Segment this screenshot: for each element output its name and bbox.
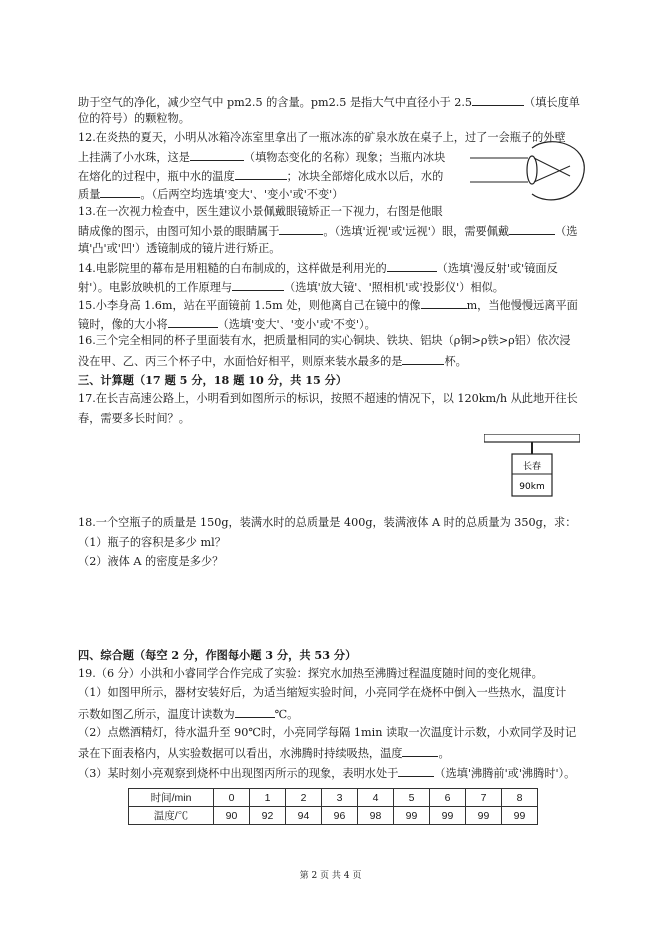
text-segment: （选填'放大镜'、'照相机'或'投影仪'）相似。 xyxy=(284,281,504,294)
text-segment: m，当他慢慢远离平面 xyxy=(466,299,578,312)
road-sign-diagram xyxy=(484,434,580,500)
text-segment: （选填'漫反射'或'镜面反 xyxy=(436,262,558,275)
temperature-table xyxy=(128,788,538,825)
text-segment: （2）点燃酒精灯，待水温升至 90℃时，小亮同学每隔 1min 读取一次温度计示数，小欢同学及时记 xyxy=(78,726,577,739)
eye-diagram xyxy=(470,140,588,202)
text-segment: （填长度单 xyxy=(524,96,580,109)
table-cell: 5 xyxy=(394,789,430,807)
text-line xyxy=(78,536,226,550)
text-segment: 16.三个完全相同的杯子里面装有水，把质量相同的实心铜块、铁块、铝块（ρ铜>ρ铁>ρ铝）依次浸 xyxy=(78,334,571,347)
text-line xyxy=(78,648,356,662)
answer-blank[interactable] xyxy=(421,297,467,309)
text-line xyxy=(78,94,580,110)
text-line xyxy=(78,353,467,369)
text-segment: 示数如图乙所示，温度计读数为 xyxy=(78,708,235,721)
text-line xyxy=(78,516,576,530)
text-segment: 录在下面表格内，从实验数据可以看出，水沸腾时持续吸热，温度 xyxy=(78,747,403,760)
eye-lens xyxy=(527,156,537,184)
text-segment: 没在甲、乙、丙三个杯子中，水面恰好相平，则原来装水最多的是 xyxy=(78,355,403,368)
text-segment: 春，需要多长时间？。 xyxy=(78,412,190,425)
text-segment: 助于空气的净化，减少空气中 pm2.5 的含量。pm2.5 是指大气中直径小于 2.5 xyxy=(78,96,473,109)
table-cell: 7 xyxy=(466,789,502,807)
table-cell: 0 xyxy=(214,789,250,807)
refracted-ray-bottom xyxy=(534,166,570,182)
table-cell: 99 xyxy=(394,807,430,825)
answer-blank[interactable] xyxy=(387,260,437,272)
table-cell: 98 xyxy=(358,807,394,825)
text-line xyxy=(78,223,577,239)
answer-blank[interactable] xyxy=(402,745,438,757)
text-segment: 12.在炎热的夏天，小明从冰箱冷冻室里拿出了一瓶冰冻的矿泉水放在桌子上，过了一会瓶子的外壁 xyxy=(78,131,566,144)
refracted-ray-top xyxy=(534,158,570,176)
text-segment: （填物态变化的名称）现象；当瓶内冰块 xyxy=(243,151,446,164)
text-line xyxy=(78,686,566,700)
text-line xyxy=(78,316,376,332)
text-line xyxy=(78,706,298,722)
text-segment: 在熔化的过程中，瓶中水的温度 xyxy=(78,170,235,183)
text-line xyxy=(78,112,190,126)
sign-city: 长春 xyxy=(522,462,542,472)
table-cell: 3 xyxy=(322,789,358,807)
table-cell: 92 xyxy=(250,807,286,825)
text-line xyxy=(78,373,347,387)
text-segment: （1）瓶子的容积是多少 ml？ xyxy=(78,536,226,549)
text-segment: 镜时，像的大小将 xyxy=(78,318,168,331)
table-cell: 96 xyxy=(322,807,358,825)
table-header-time: 时间/min xyxy=(129,789,214,807)
text-line xyxy=(78,334,571,348)
text-segment: 。 xyxy=(438,747,450,760)
text-segment: 。（后两空均选填'变大'、'变小'或'不变'） xyxy=(140,188,344,201)
text-line xyxy=(78,260,558,276)
text-segment: 15.小李身高 1.6m，站在平面镜前 1.5m 处，则他离自己在镜中的像 xyxy=(78,299,421,312)
answer-blank[interactable] xyxy=(402,353,444,365)
text-line xyxy=(78,168,443,184)
text-segment: 杯。 xyxy=(444,355,467,368)
text-segment: 三、计算题（17 题 5 分，18 题 10 分，共 15 分） xyxy=(78,373,348,387)
text-line xyxy=(78,392,578,406)
table-row-temperature xyxy=(129,807,538,825)
text-line xyxy=(78,667,543,681)
text-segment: 19.（6 分）小洪和小睿同学合作完成了实验：探究水加热至沸腾过程温度随时间的变化规律。 xyxy=(78,667,543,680)
text-segment: 位的符号）的颗粒物。 xyxy=(78,112,190,125)
table-cell: 2 xyxy=(286,789,322,807)
text-segment: （选填'变大'、'变小'或'不变'）。 xyxy=(217,318,376,331)
text-segment: 。（选填'近视'或'远视'）眼，需要佩戴 xyxy=(323,225,510,238)
text-line xyxy=(78,242,281,256)
answer-blank[interactable] xyxy=(398,765,434,777)
text-segment: 13.在一次视力检查中，医生建议小景佩戴眼镜矫正一下视力，右图是他眼 xyxy=(78,205,443,218)
text-segment: （选 xyxy=(555,225,578,238)
text-line xyxy=(78,297,578,313)
text-segment: 四、综合题（每空 2 分，作图每小题 3 分，共 53 分） xyxy=(78,648,357,662)
answer-blank[interactable] xyxy=(232,279,284,291)
text-line xyxy=(78,745,450,761)
text-line xyxy=(78,555,223,569)
text-segment: 18.一个空瓶子的质量是 150g，装满水时的总质量是 400g，装满液体 A 时的总质量为 350g，求： xyxy=(78,516,577,529)
answer-blank[interactable] xyxy=(190,149,244,161)
text-segment: 睛成像的图示，由图可知小景的眼睛属于 xyxy=(78,225,280,238)
text-line xyxy=(78,205,443,219)
answer-blank[interactable] xyxy=(100,186,140,198)
text-segment: 14.电影院里的幕布是用粗糙的白布制成的，这样做是利用光的 xyxy=(78,262,387,275)
table-cell: 1 xyxy=(250,789,286,807)
answer-blank[interactable] xyxy=(235,168,287,180)
text-segment: （2）液体 A 的密度是多少？ xyxy=(78,555,224,568)
text-line xyxy=(78,186,343,202)
text-segment: 填'凸'或'凹'）透镜制成的镜片进行矫正。 xyxy=(78,242,281,255)
answer-blank[interactable] xyxy=(472,94,524,106)
page-footer: 第 2 页 共 4 页 xyxy=(299,871,362,881)
table-row-time xyxy=(129,789,538,807)
sign-pole-bar xyxy=(484,434,580,442)
table-cell: 94 xyxy=(286,807,322,825)
text-segment: 17.在长吉高速公路上，小明看到如图所示的标识，按照不超速的情况下，以 120km/h 从此地开往长 xyxy=(78,392,578,405)
answer-blank[interactable] xyxy=(279,223,323,235)
text-line xyxy=(78,765,575,781)
table-cell: 6 xyxy=(430,789,466,807)
answer-blank[interactable] xyxy=(168,316,218,328)
text-line xyxy=(78,149,445,165)
text-line xyxy=(78,279,504,295)
table-cell: 99 xyxy=(502,807,538,825)
text-segment: （3）某时刻小亮观察到烧杯中出现图丙所示的现象，表明水处于 xyxy=(78,767,399,780)
table-cell: 90 xyxy=(214,807,250,825)
table-header-temperature: 温度/℃ xyxy=(129,807,214,825)
table-cell: 99 xyxy=(466,807,502,825)
text-line xyxy=(78,726,576,740)
text-segment: ℃。 xyxy=(274,708,299,721)
text-segment: 射'）。电影放映机的工作原理与 xyxy=(78,281,233,294)
answer-blank[interactable] xyxy=(235,706,275,718)
text-segment: （选填'沸腾前'或'沸腾时'）。 xyxy=(434,767,576,780)
text-segment: （1）如图甲所示，器材安装好后，为适当缩短实验时间，小亮同学在烧杯中倒入一些热水，温度计 xyxy=(78,686,567,699)
text-segment: 上挂满了小水珠，这是 xyxy=(78,151,190,164)
answer-blank[interactable] xyxy=(509,223,555,235)
text-segment: ；冰块全部熔化成水以后，水的 xyxy=(286,170,444,183)
table-cell: 99 xyxy=(430,807,466,825)
table-cell: 8 xyxy=(502,789,538,807)
text-segment: 质量 xyxy=(78,188,101,201)
sign-distance: 90km xyxy=(519,482,545,492)
text-line xyxy=(78,412,190,426)
table-cell: 4 xyxy=(358,789,394,807)
